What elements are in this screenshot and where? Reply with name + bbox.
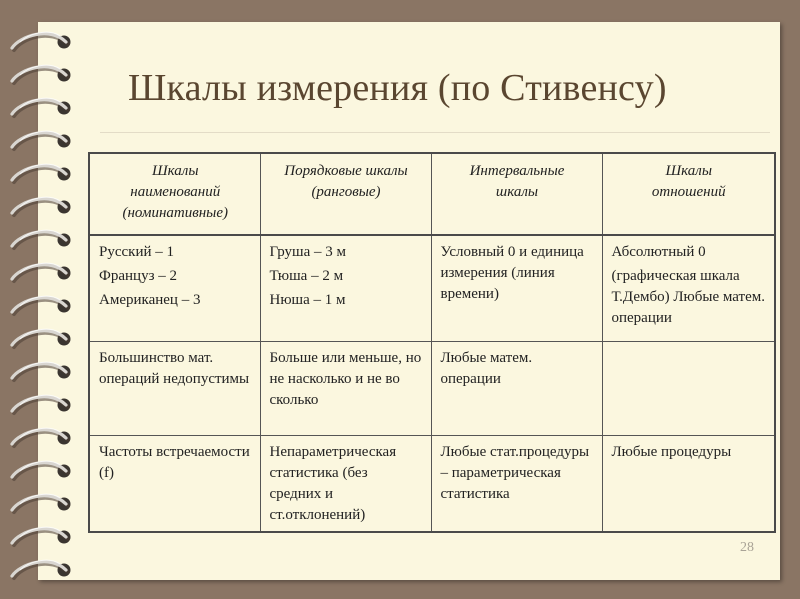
binding-ring (12, 197, 71, 215)
table-cell: Любые процедуры (602, 435, 775, 532)
header-interval: Интервальные шкалы (431, 153, 602, 235)
title-divider (100, 132, 770, 133)
table-cell: Больше или меньше, но не насколько и не во сколько (260, 341, 431, 435)
binding-ring (12, 32, 71, 50)
table-cell: Условный 0 и единица измерения (линия времени) (431, 235, 602, 341)
table-cell: Абсолютный 0 (графическая шкала Т.Дембо) Любые матем. операции (602, 235, 775, 341)
binding-ring (12, 461, 71, 479)
binding-ring (12, 296, 71, 314)
table-header-row (89, 153, 775, 235)
table-cell: Большинство мат. операций недопустимы (89, 341, 260, 435)
scales-table (88, 152, 776, 533)
binding-ring (12, 131, 71, 149)
binding-ring (12, 527, 71, 545)
binding-ring (12, 560, 71, 578)
page-number: 28 (740, 540, 754, 555)
table-cell: Русский – 1 Француз – 2 Американец – 3 (89, 235, 260, 341)
header-nominal: Шкалы наименований (номинативные) (89, 153, 260, 235)
binding-ring (12, 428, 71, 446)
header-ratio: Шкалы отношений (602, 153, 775, 235)
table-row (89, 235, 775, 341)
spiral-binding (0, 0, 80, 599)
binding-ring (12, 263, 71, 281)
binding-ring (12, 395, 71, 413)
table-cell: Груша – 3 м Тюша – 2 м Нюша – 1 м (260, 235, 431, 341)
table-cell: Любые стат.процедуры – параметрическая статистика (431, 435, 602, 532)
table-row (89, 341, 775, 435)
binding-ring (12, 164, 71, 182)
binding-ring (12, 98, 71, 116)
table-cell (602, 341, 775, 435)
binding-ring (12, 65, 71, 83)
binding-ring (12, 362, 71, 380)
table-row (89, 435, 775, 532)
table-cell: Частоты встречаемости (f) (89, 435, 260, 532)
header-ordinal: Порядковые шкалы (ранговые) (260, 153, 431, 235)
binding-ring (12, 494, 71, 512)
table-cell: Непараметрическая статистика (без средних и ст.отклонений) (260, 435, 431, 532)
slide-title: Шкалы измерения (по Стивенсу) (128, 67, 667, 109)
table-cell: Любые матем. операции (431, 341, 602, 435)
binding-ring (12, 230, 71, 248)
binding-ring (12, 329, 71, 347)
